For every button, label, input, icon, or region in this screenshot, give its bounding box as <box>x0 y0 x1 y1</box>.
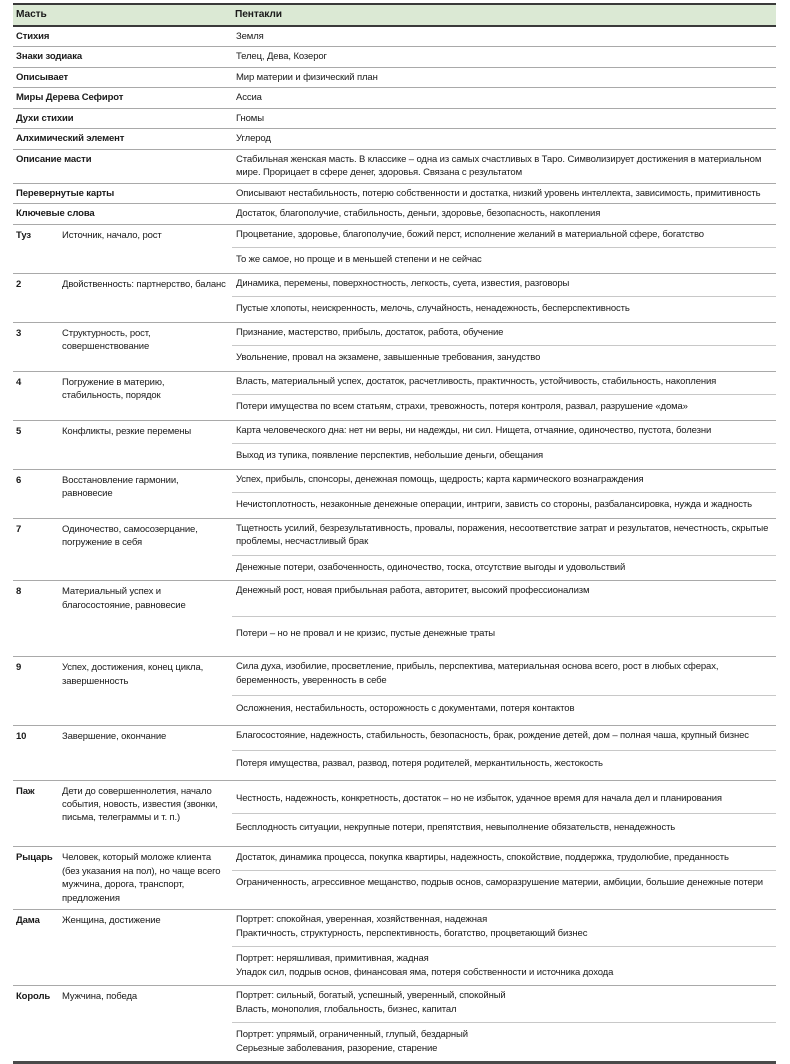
card-meaning-reversed: Потери имущества по всем статьям, страхи, тревожность, потеря контроля, развал, разрушение «дома» <box>236 401 688 413</box>
card-number: 8 <box>13 581 59 657</box>
card-meaning-upright <box>232 986 776 1023</box>
card-meaning-upright-line1: Портрет: спокойная, уверенная, хозяйственная, надежная <box>236 914 488 926</box>
card-row <box>13 780 776 847</box>
card-row <box>13 847 776 910</box>
card-number: 5 <box>13 420 59 469</box>
card-meaning-upright: Успех, прибыль, спонсоры, денежная помощь, щедрость; карта кармического вознаграждения <box>232 470 776 493</box>
card-meanings <box>232 469 776 518</box>
attribute-value: Описывают нестабильность, потерю собственности и достатка, низкий уровень интеллекта, зависимость, примитивность <box>232 183 776 203</box>
card-keywords: Погружение в материю, стабильность, порядок <box>59 371 232 420</box>
card-meaning-reversed: Ограниченность, агрессивное мещанство, подрыв основ, саморазрушение материи, амбиции, большие денежные потери <box>236 876 763 888</box>
card-meanings <box>232 371 776 420</box>
card-meaning-upright: Динамика, перемены, поверхностность, легкость, суета, известия, разговоры <box>232 274 776 297</box>
attribute-row <box>13 88 776 108</box>
card-meaning-reversed-line2: Серьезные заболевания, разорение, старение <box>236 1042 438 1054</box>
card-row <box>13 986 776 1063</box>
card-keywords: Дети до совершеннолетия, начало события, новость, известия (звонки, письма, телеграммы и т. п.) <box>59 780 232 847</box>
header-suit-value: Пентакли <box>232 4 776 26</box>
card-meanings <box>232 780 776 847</box>
card-meaning-upright: Честность, надежность, конкретность, достаток – но не избыток, удачное время для начала дел и планирования <box>232 781 776 814</box>
card-row <box>13 224 776 273</box>
card-row <box>13 420 776 469</box>
card-row <box>13 581 776 657</box>
card-meanings <box>232 986 776 1063</box>
attribute-row <box>13 47 776 67</box>
card-keywords: Восстановление гармонии, равновесие <box>59 469 232 518</box>
card-meanings <box>232 518 776 580</box>
card-meaning-reversed-line2: Упадок сил, подрыв основ, финансовая яма, потеря собственности и источника дохода <box>236 966 614 978</box>
attribute-label: Знаки зодиака <box>13 47 232 67</box>
card-meaning-upright: Достаток, динамика процесса, покупка квартиры, надежность, спокойствие, поддержка, трудолюбие, преданность <box>232 847 776 870</box>
card-meanings <box>232 657 776 725</box>
attribute-value: Углерод <box>232 129 776 149</box>
card-keywords: Материальный успех и благосостояние, равновесие <box>59 581 232 657</box>
card-keywords: Мужчина, победа <box>59 986 232 1063</box>
card-row <box>13 910 776 986</box>
card-number: Дама <box>13 910 59 986</box>
card-meaning-reversed: Пустые хлопоты, неискренность, мелочь, случайность, ненадежность, бесперспективность <box>236 303 630 315</box>
attribute-value: Земля <box>232 26 776 47</box>
attribute-row <box>13 204 776 224</box>
attribute-row <box>13 26 776 47</box>
card-meaning-reversed: Потери – но не провал и не кризис, пустые денежные траты <box>236 627 496 639</box>
attribute-value: Ассиа <box>232 88 776 108</box>
card-meaning-upright: Признание, мастерство, прибыль, достаток, работа, обучение <box>232 323 776 346</box>
card-meaning-reversed: Денежные потери, озабоченность, одиночество, тоска, отсутствие выгоды и удовольствий <box>236 561 626 573</box>
card-row <box>13 371 776 420</box>
card-meaning-reversed: Потеря имущества, развал, развод, потеря родителей, меркантильность, жестокость <box>236 758 603 770</box>
attribute-label: Духи стихии <box>13 108 232 128</box>
card-meaning-reversed: Осложнения, нестабильность, осторожность с документами, потеря контактов <box>236 703 575 715</box>
card-meaning-reversed: Бесплодность ситуации, некрупные потери, препятствия, невыполнение обязательств, ненадежность <box>236 821 676 833</box>
card-meaning-upright-line1: Портрет: сильный, богатый, успешный, уверенный, спокойный <box>236 990 506 1002</box>
attribute-label: Стихия <box>13 26 232 47</box>
attribute-row <box>13 129 776 149</box>
table-header-row <box>13 4 776 26</box>
card-meanings <box>232 910 776 986</box>
card-meaning-reversed <box>232 947 776 985</box>
card-meaning-upright: Карта человеческого дна: нет ни веры, ни надежды, ни сил. Нищета, отчаяние, одиночество, пустота, болезни <box>232 421 776 444</box>
card-row <box>13 273 776 322</box>
attribute-value: Стабильная женская масть. В классике – одна из самых счастливых в Таро. Символизирует достижения в материальном мире. Прорицает в сфере денег, здоровья. Связана с результатом <box>232 149 776 183</box>
tarot-suit-table <box>13 3 776 1064</box>
card-number: Король <box>13 986 59 1063</box>
attribute-label: Перевернутые карты <box>13 183 232 203</box>
attribute-label: Ключевые слова <box>13 204 232 224</box>
card-keywords: Источник, начало, рост <box>59 224 232 273</box>
card-meaning-reversed-line1: Портрет: неряшливая, примитивная, жадная <box>236 953 429 965</box>
card-keywords: Завершение, окончание <box>59 725 232 780</box>
card-keywords: Человек, который моложе клиента (без указания на пол), но чаще всего мужчина, дорога, транспорт, предложения <box>59 847 232 910</box>
card-keywords: Женщина, достижение <box>59 910 232 986</box>
card-meaning-upright: Денежный рост, новая прибыльная работа, авторитет, высокий профессионализм <box>232 581 776 616</box>
attribute-value: Мир материи и физический план <box>232 67 776 87</box>
attribute-value: Гномы <box>232 108 776 128</box>
attribute-row <box>13 67 776 87</box>
attribute-value: Достаток, благополучие, стабильность, деньги, здоровье, безопасность, накопления <box>232 204 776 224</box>
card-number: 9 <box>13 657 59 725</box>
card-number: 6 <box>13 469 59 518</box>
card-meaning-reversed: Нечистоплотность, незаконные денежные операции, интриги, зависть со стороны, разбалансировка, нужда и жадность <box>236 499 752 511</box>
card-number: 4 <box>13 371 59 420</box>
card-number: 2 <box>13 273 59 322</box>
card-keywords: Конфликты, резкие перемены <box>59 420 232 469</box>
card-meaning-upright: Сила духа, изобилие, просветление, прибыль, перспектива, материальная основа всего, рост в любых сферах, беременность, уверенность в себе <box>232 657 776 696</box>
attribute-value: Телец, Дева, Козерог <box>232 47 776 67</box>
card-meaning-upright: Тщетность усилий, безрезультативность, провалы, поражения, несоответствие затрат и результатов, нечестность, скрытые проблемы, несчастливый брак <box>232 519 776 556</box>
card-number: Паж <box>13 780 59 847</box>
attribute-row <box>13 183 776 203</box>
card-number: Рыцарь <box>13 847 59 910</box>
card-meaning-reversed: Увольнение, провал на экзамене, завышенные требования, занудство <box>236 352 541 364</box>
attribute-label: Алхимический элемент <box>13 129 232 149</box>
card-keywords: Успех, достижения, конец цикла, завершенность <box>59 657 232 725</box>
card-row <box>13 518 776 580</box>
table-body <box>13 4 776 1063</box>
card-number: 7 <box>13 518 59 580</box>
card-meaning-reversed-line1: Портрет: упрямый, ограниченный, глупый, бездарный <box>236 1029 468 1041</box>
attribute-row <box>13 149 776 183</box>
card-meanings <box>232 273 776 322</box>
card-meaning-upright: Власть, материальный успех, достаток, расчетливость, практичность, устойчивость, стабильность, накопления <box>232 372 776 395</box>
attribute-label: Миры Дерева Сефирот <box>13 88 232 108</box>
card-meaning-upright: Благосостояние, надежность, стабильность, безопасность, брак, рождение детей, дом – полная чаша, крупный бизнес <box>232 726 776 751</box>
card-number: 10 <box>13 725 59 780</box>
card-row <box>13 725 776 780</box>
card-keywords: Двойственность: партнерство, баланс <box>59 273 232 322</box>
card-meaning-upright <box>232 910 776 947</box>
attribute-label: Описание масти <box>13 149 232 183</box>
card-meaning-reversed: То же самое, но проще и в меньшей степени и не сейчас <box>236 254 482 266</box>
attribute-row <box>13 108 776 128</box>
card-row <box>13 322 776 371</box>
card-meaning-upright: Процветание, здоровье, благополучие, божий перст, исполнение желаний в материальной сфере, богатство <box>232 225 776 248</box>
card-row <box>13 657 776 725</box>
attribute-label: Описывает <box>13 67 232 87</box>
card-meanings <box>232 725 776 780</box>
card-row <box>13 469 776 518</box>
card-number: Туз <box>13 224 59 273</box>
header-suit-label: Масть <box>13 4 232 26</box>
card-meanings <box>232 847 776 910</box>
card-meanings <box>232 420 776 469</box>
card-keywords: Структурность, рост, совершенствование <box>59 322 232 371</box>
card-meanings <box>232 322 776 371</box>
card-meaning-reversed <box>232 1023 776 1061</box>
card-meanings <box>232 224 776 273</box>
card-meanings <box>232 581 776 657</box>
card-meaning-upright-line2: Власть, монополия, глобальность, бизнес, капитал <box>236 1003 457 1015</box>
card-meaning-upright-line2: Практичность, структурность, перспективность, богатство, процветающий бизнес <box>236 927 588 939</box>
card-keywords: Одиночество, самосозерцание, погружение в себя <box>59 518 232 580</box>
card-meaning-reversed: Выход из тупика, появление перспектив, небольшие деньги, обещания <box>236 450 544 462</box>
card-number: 3 <box>13 322 59 371</box>
